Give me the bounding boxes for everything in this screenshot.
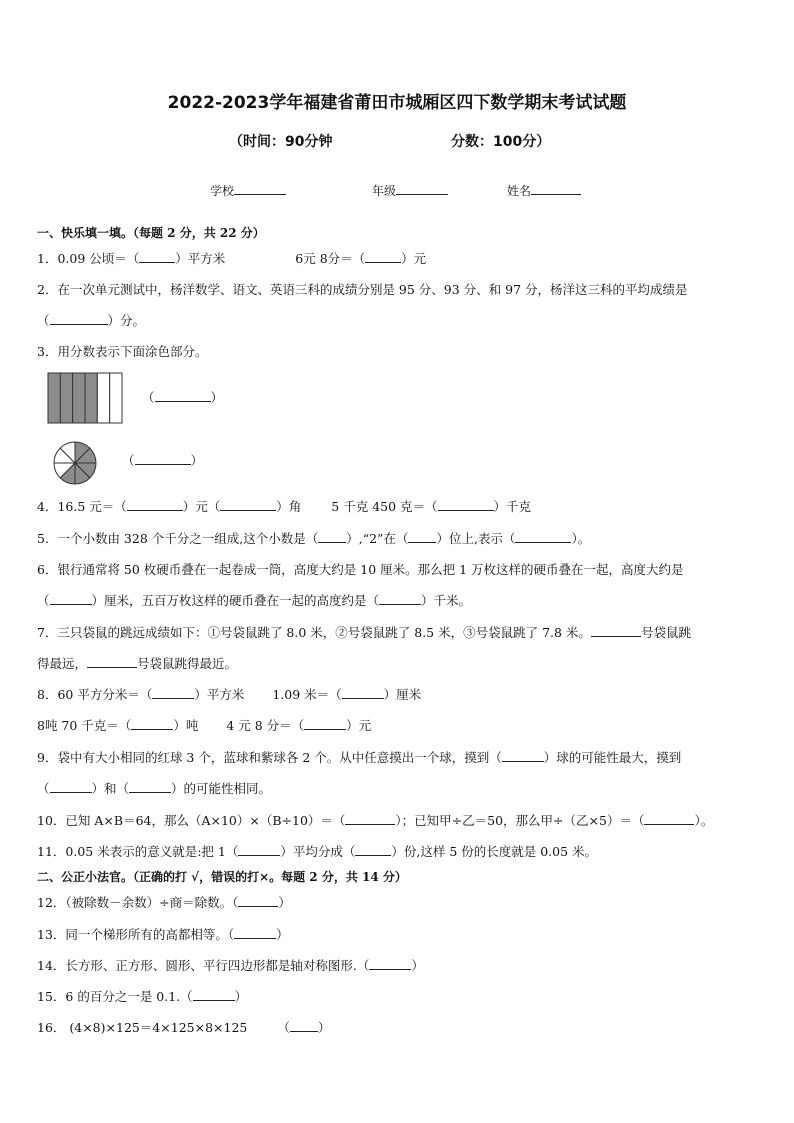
question-14: 14．长方形、正方形、圆形、平行四边形都是轴对称图形.（ ） — [37, 958, 424, 973]
q6-blank-1[interactable] — [50, 592, 92, 605]
question-16: 16． (4×8)×125＝4×125×8×125 （ ） — [37, 1020, 331, 1035]
question-3: 3．用分数表示下面涂色部分。 — [37, 344, 208, 359]
q4-blank-1[interactable] — [127, 498, 183, 511]
question-1: 1．0.09 公顷＝（ ）平方米 6元 8分＝（ ）元 — [37, 251, 427, 266]
q3-answer-1: （ ） — [142, 390, 224, 405]
q11-blank-2[interactable] — [355, 843, 391, 856]
q10-blank-1[interactable] — [345, 812, 395, 825]
name-label: 姓名 — [507, 184, 532, 198]
grade-label: 年级 — [372, 184, 397, 198]
rect-strip-blank — [110, 373, 122, 423]
question-5: 5．一个小数由 328 个千分之一组成,这个小数是（ ）,“2”在（ ）位上,表示（ ）。 — [37, 531, 591, 546]
page-title: 2022-2023学年福建省莆田市城厢区四下数学期末考试试题 — [167, 93, 627, 113]
question-15: 15．6 的百分之一是 0.1.（ ） — [37, 989, 248, 1004]
shaded-circle-figure — [52, 440, 98, 486]
q9-blank-2[interactable] — [50, 780, 92, 793]
rect-strip-shaded — [60, 373, 72, 423]
name-blank[interactable] — [531, 182, 581, 195]
question-12: 12．（被除数－余数）÷商＝除数。（ ） — [37, 895, 291, 910]
q9-blank-1[interactable] — [502, 749, 544, 762]
q16-blank[interactable] — [290, 1019, 318, 1032]
q10-blank-2[interactable] — [644, 812, 694, 825]
q5-blank-3[interactable] — [515, 530, 571, 543]
q9-blank-3[interactable] — [129, 780, 171, 793]
question-7-cont: 得最远， 号袋鼠跳得最近。 — [37, 656, 238, 671]
q7-blank-1[interactable] — [591, 624, 641, 637]
q8-blank-2[interactable] — [342, 686, 384, 699]
q8-blank-4[interactable] — [304, 717, 346, 730]
question-6: 6．银行通常将 50 枚硬币叠在一起卷成一筒，高度大约是 10 厘米。那么把 1 万枚这样的硬币叠在一起，高度大约是 — [37, 562, 684, 577]
q8-blank-1[interactable] — [152, 686, 194, 699]
score-label: 分数：100分） — [451, 134, 551, 150]
q5-blank-2[interactable] — [408, 530, 436, 543]
shaded-rectangle-figure — [46, 372, 124, 424]
rect-strip-shaded — [48, 373, 60, 423]
name-field — [507, 182, 581, 199]
q11-blank-1[interactable] — [238, 843, 280, 856]
question-13: 13．同一个梯形所有的高都相等。（ ） — [37, 927, 289, 942]
q12-blank[interactable] — [238, 894, 278, 907]
school-field — [210, 182, 286, 199]
grade-field — [372, 182, 448, 199]
q1-blank-2[interactable] — [365, 250, 401, 263]
question-7: 7．三只袋鼠的跳远成绩如下：①号袋鼠跳了 8.0 米，②号袋鼠跳了 8.5 米，③号袋鼠跳了 7.8 米。 号袋鼠跳 — [37, 625, 691, 640]
q8-blank-3[interactable] — [131, 717, 173, 730]
question-6-cont: （ ）厘米，五百万枚这样的硬币叠在一起的高度约是（ ）千米。 — [37, 593, 472, 608]
rect-strip-shaded — [85, 373, 97, 423]
section1-heading: 一、快乐填一填。（每题 2 分，共 22 分） — [37, 226, 265, 240]
q4-blank-3[interactable] — [438, 498, 494, 511]
q3-blank-2[interactable] — [135, 452, 191, 465]
q6-blank-2[interactable] — [379, 592, 421, 605]
question-2: 2．在一次单元测试中，杨洋数学、语文、英语三科的成绩分别是 95 分、93 分、和 97 分，杨洋这三科的平均成绩是 — [37, 282, 688, 297]
question-2-cont: （ ）分。 — [37, 313, 146, 328]
rect-strip-blank — [97, 373, 109, 423]
q3-answer-2: （ ） — [122, 453, 204, 468]
question-8: 8．60 平方分米＝（ ）平方米 1.09 米＝（ ）厘米 — [37, 687, 422, 702]
q15-blank[interactable] — [193, 988, 235, 1001]
question-9-cont: （ ）和（ ）的可能性相同。 — [37, 781, 272, 796]
q1-blank-1[interactable] — [139, 250, 175, 263]
question-11: 11．0.05 米表示的意义就是:把 1（ ）平均分成（ ）份,这样 5 份的长度就是 0.05 米。 — [37, 844, 598, 859]
time-label: （时间：90分钟 — [229, 134, 333, 150]
q3-blank-1[interactable] — [155, 389, 211, 402]
q14-blank[interactable] — [369, 957, 411, 970]
grade-blank[interactable] — [396, 182, 448, 195]
school-label: 学校 — [210, 184, 235, 198]
question-8-cont: 8吨 70 千克＝（ ）吨 4 元 8 分＝（ ）元 — [37, 718, 372, 733]
q13-blank[interactable] — [234, 926, 276, 939]
section2-heading: 二、公正小法官。（正确的打 √，错误的打×。每题 2 分，共 14 分） — [37, 870, 407, 884]
question-10: 10．已知 A×B＝64，那么（A×10）×（B÷10）＝（ ）；已知甲÷乙＝50，那么甲÷（乙×5）＝（ ）。 — [37, 813, 714, 828]
q4-blank-2[interactable] — [220, 498, 276, 511]
school-blank[interactable] — [234, 182, 286, 195]
q2-blank[interactable] — [50, 312, 108, 325]
question-4: 4．16.5 元＝（ ）元（ ）角 5 千克 450 克＝（ ）千克 — [37, 499, 532, 514]
q7-blank-2[interactable] — [87, 655, 137, 668]
rect-strip-shaded — [73, 373, 85, 423]
question-9: 9．袋中有大小相同的红球 3 个，蓝球和紫球各 2 个。从中任意摸出一个球，摸到（ ）球的可能性最大，摸到 — [37, 750, 682, 765]
q5-blank-1[interactable] — [318, 530, 346, 543]
exam-subtitle — [229, 131, 629, 151]
